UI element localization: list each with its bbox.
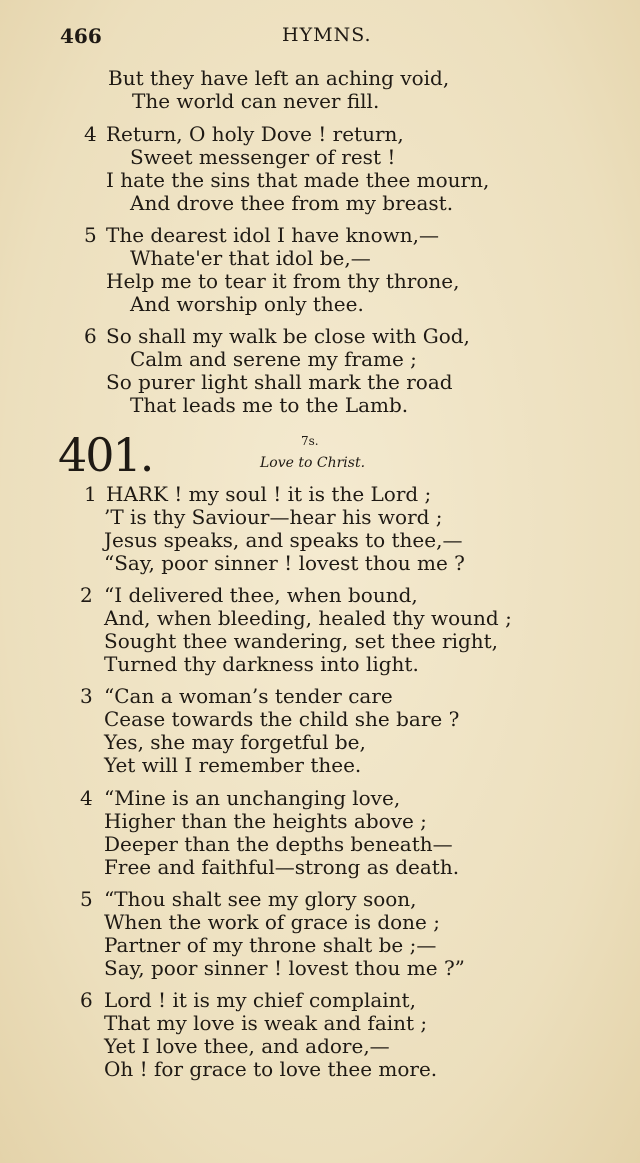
verse-line: The dearest idol I have known,— [106, 223, 439, 247]
verse-line: Whate'er that idol be,— [130, 246, 371, 270]
verse-line: ’T is thy Saviour—hear his word ; [104, 505, 443, 529]
verse-line: Help me to tear it from thy throne, [106, 269, 460, 293]
verse-line: I hate the sins that made thee mourn, [106, 168, 490, 192]
verse-line: And, when bleeding, healed thy wound ; [104, 606, 512, 630]
verse-line: Jesus speaks, and speaks to thee,— [104, 528, 463, 552]
verse-line: HARK ! my soul ! it is the Lord ; [106, 482, 432, 506]
verse-line: So shall my walk be close with God, [106, 324, 470, 348]
verse-number: 4 [80, 786, 93, 810]
verse-line: Turned thy darkness into light. [104, 652, 419, 676]
verse-line: That my love is weak and faint ; [104, 1011, 428, 1035]
verse-number: 1 [84, 482, 97, 506]
page-header [60, 24, 580, 54]
verse-line: Calm and serene my frame ; [130, 347, 417, 371]
verse-line: “Thou shalt see my glory soon, [104, 887, 417, 911]
verse-line: And drove thee from my breast. [130, 191, 454, 215]
verse-line: Say, poor sinner ! lovest thou me ?” [104, 956, 465, 980]
verse-line: Free and faithful—strong as death. [104, 855, 460, 879]
hymn-number: 401. [58, 428, 153, 482]
verse-line: Partner of my throne shalt be ;— [104, 933, 437, 957]
verse-line: And worship only thee. [130, 292, 364, 316]
verse-line: Sweet messenger of rest ! [130, 145, 396, 169]
hymn-title: Love to Christ. [260, 455, 366, 471]
verse-number: 2 [80, 583, 93, 607]
verse-line: That leads me to the Lamb. [130, 393, 409, 417]
verse-line: “I delivered thee, when bound, [104, 583, 418, 607]
verse-line: The world can never fill. [132, 89, 380, 113]
page-number: 466 [60, 24, 102, 48]
verse-line: Lord ! it is my chief complaint, [104, 988, 416, 1012]
verse-line: Yes, she may forgetful be, [104, 730, 366, 754]
verse-line: “Can a woman’s tender care [104, 684, 393, 708]
verse-line: “Say, poor sinner ! lovest thou me ? [104, 551, 465, 575]
verse-number: 5 [80, 887, 93, 911]
verse-line: Yet will I remember thee. [104, 753, 362, 777]
verse-line: Deeper than the depths beneath— [104, 832, 453, 856]
verse-number: 4 [84, 122, 97, 146]
verse-line: Higher than the heights above ; [104, 809, 427, 833]
hymn-meter: 7s. [301, 434, 319, 448]
verse-line: So purer light shall mark the road [106, 370, 453, 394]
verse-line: Return, O holy Dove ! return, [106, 122, 404, 146]
verse-number: 6 [84, 324, 97, 348]
verse-line: Oh ! for grace to love thee more. [104, 1057, 438, 1081]
verse-number: 6 [80, 988, 93, 1012]
verse-number: 5 [84, 223, 97, 247]
verse-line: When the work of grace is done ; [104, 910, 440, 934]
verse-line: Cease towards the child she bare ? [104, 707, 460, 731]
verse-line: “Mine is an unchanging love, [104, 786, 401, 810]
running-head: HYMNS. [282, 24, 372, 46]
verse-line: Sought thee wandering, set thee right, [104, 629, 499, 653]
verse-line: But they have left an aching void, [108, 66, 450, 90]
verse-number: 3 [80, 684, 93, 708]
verse-line: Yet I love thee, and adore,— [104, 1034, 390, 1058]
